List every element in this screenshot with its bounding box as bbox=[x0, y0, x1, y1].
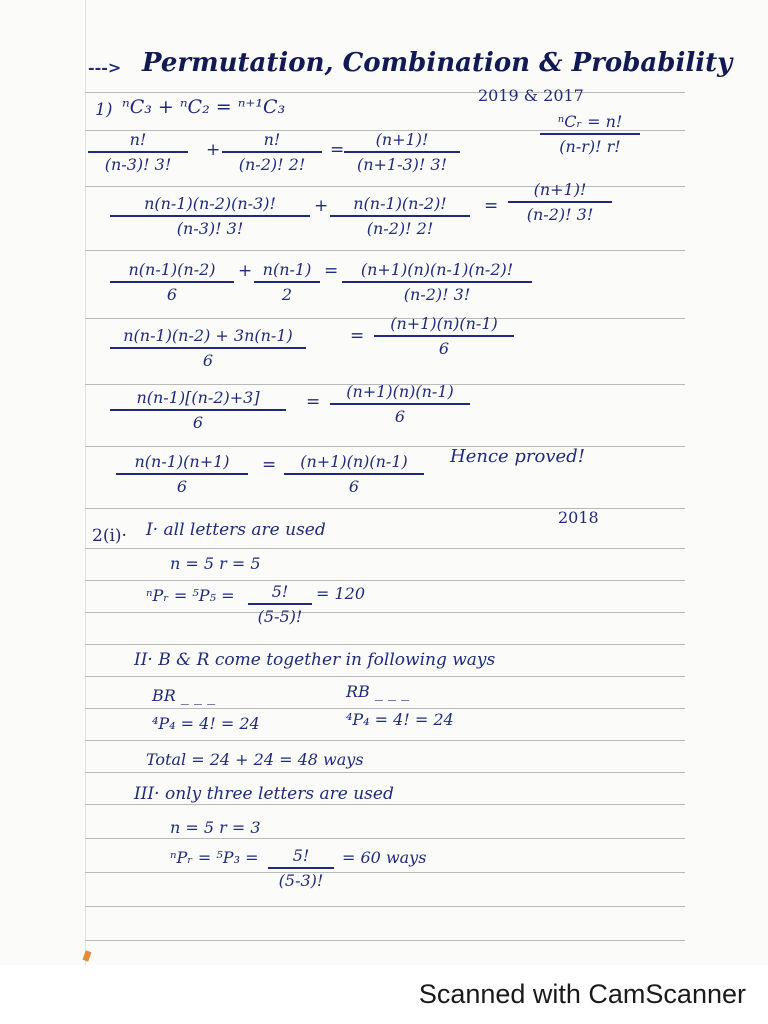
numerator: n(n-1)(n-2) + 3n(n-1) bbox=[123, 326, 293, 345]
numerator: n(n-1) bbox=[262, 260, 312, 279]
camscanner-watermark: Scanned with CamScanner bbox=[418, 979, 746, 1009]
denominator: (n-2)! 2! bbox=[238, 154, 306, 174]
equals-sign: = bbox=[330, 140, 345, 160]
equals-sign: = bbox=[306, 392, 321, 412]
l1-term-c bbox=[344, 130, 460, 174]
equals-sign: = bbox=[350, 326, 365, 346]
hence-proved: Hence proved! bbox=[450, 446, 585, 467]
fraction-bar bbox=[110, 347, 306, 349]
plus-sign: + bbox=[238, 261, 253, 281]
part2-calc-br: ⁴P₄ = 4! = 24 bbox=[152, 714, 260, 733]
fraction-bar bbox=[254, 281, 320, 283]
ruled-line bbox=[85, 250, 685, 251]
l4-term-c bbox=[374, 314, 514, 358]
equals-sign: = bbox=[262, 455, 277, 475]
l3-term-c bbox=[342, 260, 532, 304]
denominator: (5-5)! bbox=[257, 606, 303, 626]
denominator: (5-3)! bbox=[278, 870, 324, 890]
plus-sign: + bbox=[206, 140, 221, 160]
ruled-line bbox=[85, 612, 685, 613]
q2-label: 2(i)· bbox=[92, 526, 127, 546]
ruled-line bbox=[85, 872, 685, 873]
numerator: n(n-1)(n-2)! bbox=[353, 194, 447, 213]
numerator: (n+1)! bbox=[533, 180, 587, 199]
q1-formula bbox=[540, 112, 640, 156]
title-arrow: ---> bbox=[88, 58, 122, 77]
part3-lhs: ⁿPᵣ = ⁵P₃ = bbox=[170, 848, 259, 867]
fraction-bar bbox=[342, 281, 532, 283]
fraction-bar bbox=[110, 281, 234, 283]
scan-footer bbox=[0, 965, 768, 1024]
l2-term-c bbox=[508, 180, 612, 224]
part1-given: n = 5 r = 5 bbox=[170, 554, 261, 573]
part1-heading: I· all letters are used bbox=[146, 520, 326, 540]
fraction-bar bbox=[344, 151, 460, 153]
equals-sign: = bbox=[484, 196, 499, 216]
page-title: Permutation, Combination & Probability bbox=[142, 48, 733, 78]
part3-heading: III· only three letters are used bbox=[134, 784, 394, 804]
fraction-bar bbox=[268, 867, 334, 869]
numerator: n! bbox=[129, 130, 147, 149]
fraction-bar bbox=[110, 409, 286, 411]
fraction-bar bbox=[330, 215, 470, 217]
margin-line bbox=[85, 0, 86, 965]
numerator: n(n-1)(n-2) bbox=[128, 260, 216, 279]
part2-total: Total = 24 + 24 = 48 ways bbox=[146, 750, 364, 769]
numerator: 5! bbox=[292, 846, 310, 865]
part3-fraction bbox=[268, 846, 334, 890]
part2-calc-rb: ⁴P₄ = 4! = 24 bbox=[346, 710, 454, 729]
l4-term-a bbox=[110, 326, 306, 370]
part1-result: = 120 bbox=[316, 584, 366, 603]
part3-given: n = 5 r = 3 bbox=[170, 818, 261, 837]
numerator: (n+1)(n)(n-1) bbox=[346, 382, 454, 401]
fraction-bar bbox=[88, 151, 188, 153]
denominator: 6 bbox=[348, 476, 360, 496]
denominator: (n-2)! 2! bbox=[366, 218, 434, 238]
denominator: 2 bbox=[281, 284, 293, 304]
ink-mark bbox=[82, 950, 91, 961]
fraction-bar bbox=[374, 335, 514, 337]
numerator: n(n-1)(n+1) bbox=[134, 452, 230, 471]
l2-term-a bbox=[110, 194, 310, 238]
denominator: 6 bbox=[394, 406, 406, 426]
part1-fraction bbox=[248, 582, 312, 626]
denominator: (n+1-3)! 3! bbox=[356, 154, 448, 174]
part2-case-rb: RB _ _ _ bbox=[346, 682, 410, 701]
numerator: (n+1)! bbox=[375, 130, 429, 149]
formula-den: (n-r)! r! bbox=[559, 136, 621, 156]
numerator: (n+1)(n)(n-1) bbox=[300, 452, 408, 471]
l1-term-a bbox=[88, 130, 188, 174]
fraction-bar bbox=[222, 151, 322, 153]
q1-years: 2019 & 2017 bbox=[478, 86, 584, 105]
q1-label: 1) bbox=[95, 100, 113, 120]
ruled-line bbox=[85, 804, 685, 805]
ruled-line bbox=[85, 580, 685, 581]
ruled-line bbox=[85, 838, 685, 839]
ruled-line bbox=[85, 92, 685, 93]
l5-term-a bbox=[110, 388, 286, 432]
denominator: 6 bbox=[176, 476, 188, 496]
numerator: (n+1)(n)(n-1) bbox=[390, 314, 498, 333]
denominator: 6 bbox=[192, 412, 204, 432]
fraction-bar bbox=[508, 201, 612, 203]
fraction-bar bbox=[116, 473, 248, 475]
l3-term-a bbox=[110, 260, 234, 304]
part2-case-br: BR _ _ _ bbox=[152, 686, 216, 705]
fraction-bar bbox=[540, 133, 640, 135]
l2-term-b bbox=[330, 194, 470, 238]
l1-term-b bbox=[222, 130, 322, 174]
numerator: 5! bbox=[271, 582, 289, 601]
l5-term-c bbox=[330, 382, 470, 426]
numerator: n(n-1)(n-2)(n-3)! bbox=[144, 194, 276, 213]
fraction-bar bbox=[330, 403, 470, 405]
denominator: 6 bbox=[166, 284, 178, 304]
ruled-line bbox=[85, 676, 685, 677]
denominator: (n-2)! 3! bbox=[526, 204, 594, 224]
fraction-bar bbox=[284, 473, 424, 475]
q1-statement: ⁿC₃ + ⁿC₂ = ⁿ⁺¹C₃ bbox=[122, 96, 286, 118]
equals-sign: = bbox=[324, 261, 339, 281]
part1-lhs: ⁿPᵣ = ⁵P₅ = bbox=[146, 586, 235, 605]
denominator: (n-2)! 3! bbox=[403, 284, 471, 304]
denominator: (n-3)! 3! bbox=[104, 154, 172, 174]
denominator: 6 bbox=[438, 338, 450, 358]
plus-sign: + bbox=[314, 196, 329, 216]
numerator: (n+1)(n)(n-1)(n-2)! bbox=[360, 260, 514, 279]
ruled-line bbox=[85, 906, 685, 907]
l6-term-c bbox=[284, 452, 424, 496]
numerator: n! bbox=[263, 130, 281, 149]
numerator: n(n-1)[(n-2)+3] bbox=[136, 388, 260, 407]
formula-num: ⁿCᵣ = n! bbox=[557, 112, 623, 131]
ruled-line bbox=[85, 644, 685, 645]
l3-term-b bbox=[254, 260, 320, 304]
ruled-line bbox=[85, 772, 685, 773]
part3-result: = 60 ways bbox=[342, 848, 427, 867]
fraction-bar bbox=[110, 215, 310, 217]
ruled-line bbox=[85, 548, 685, 549]
denominator: 6 bbox=[202, 350, 214, 370]
ruled-line bbox=[85, 708, 685, 709]
l6-term-a bbox=[116, 452, 248, 496]
part2-heading: II· B & R come together in following ways bbox=[134, 650, 496, 670]
ruled-line bbox=[85, 446, 685, 447]
fraction-bar bbox=[248, 603, 312, 605]
ruled-line bbox=[85, 940, 685, 941]
q2-year: 2018 bbox=[558, 508, 599, 527]
denominator: (n-3)! 3! bbox=[176, 218, 244, 238]
ruled-line bbox=[85, 740, 685, 741]
